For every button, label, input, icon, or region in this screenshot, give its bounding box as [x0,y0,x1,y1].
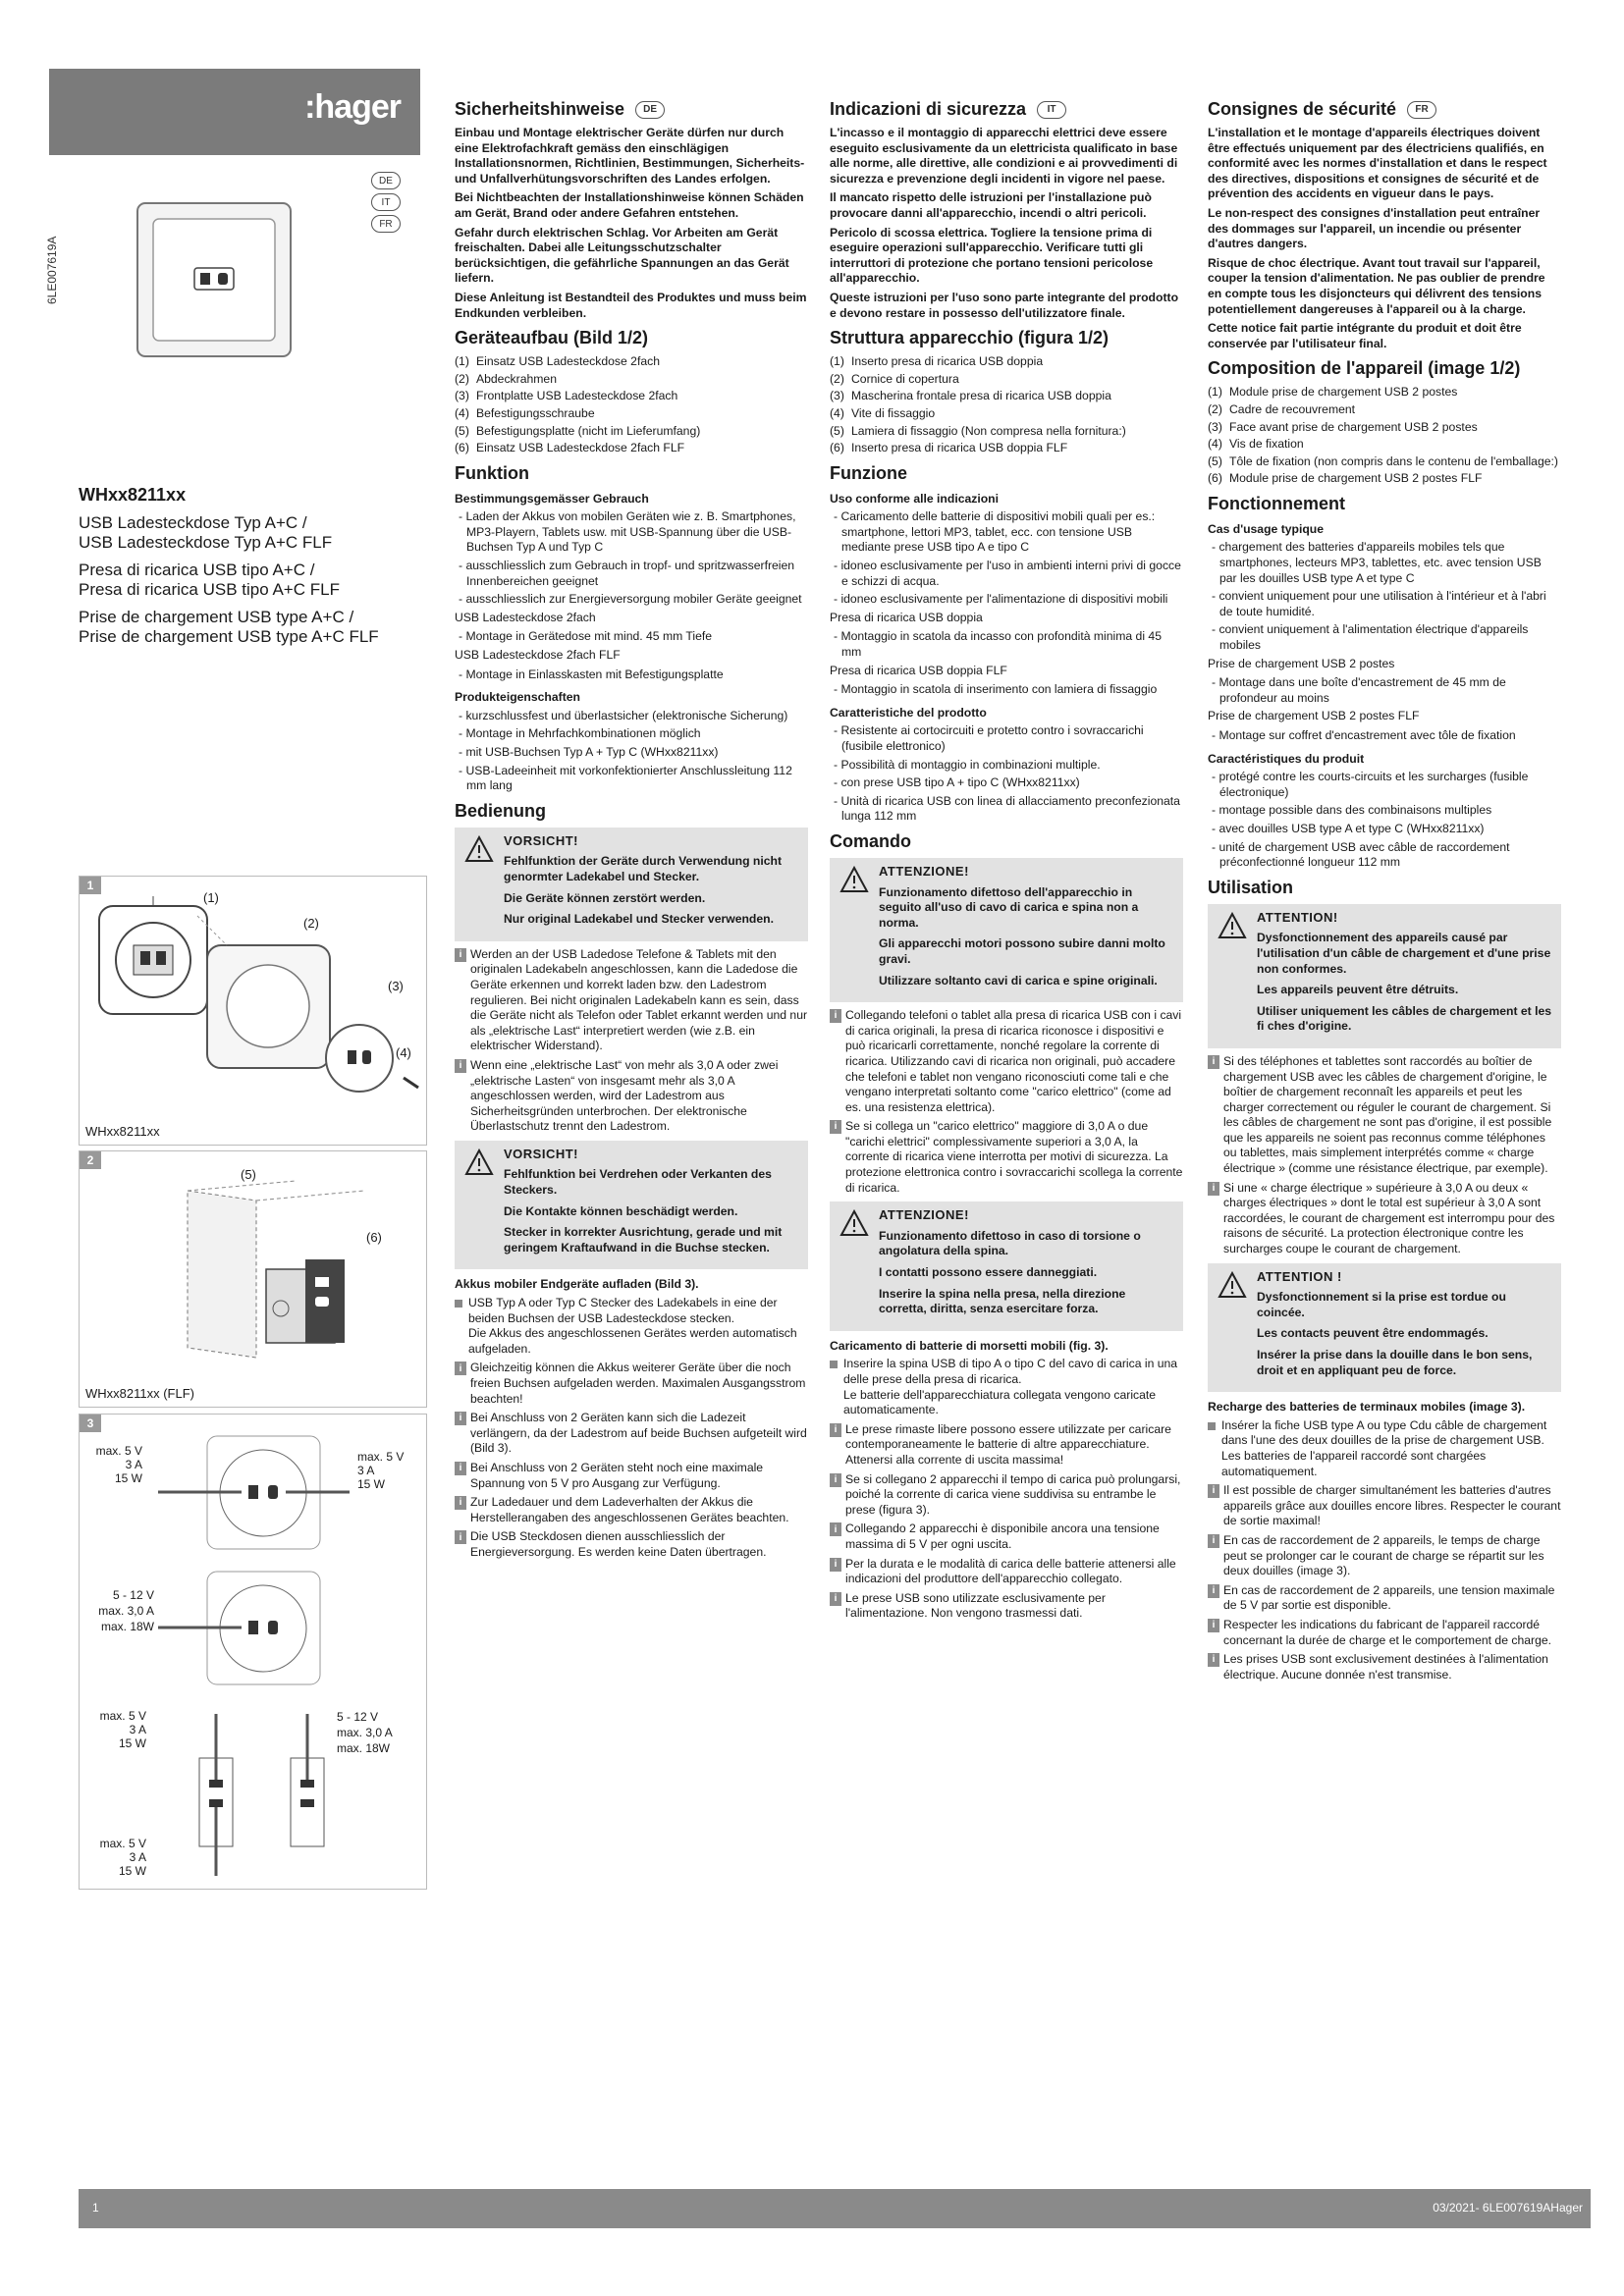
property-item: - protégé contre les courts-circuits et les surcharges (fusible électronique) [1212,770,1529,799]
use-item: - Laden der Akkus von mobilen Geräten wie z. B. Smartphones, MP3-Playern, Tablets usw. mit USB-Spannung über die USB-Buchsen Typ A und Typ C [459,509,796,555]
warning-icon [464,1148,494,1176]
spec-c-left: max. 5 V 3 A 15 W [99,1709,146,1750]
caution-title: ATTENZIONE! [879,863,969,879]
caution-box-2 [455,1141,808,1270]
property-item: - kurzschlussfest und überlastsicher (elektronische Sicherung) [459,708,788,722]
badge-fr: FR [1407,101,1436,119]
warning-icon [839,866,869,893]
charging-result: Die Akkus des angeschlossenen Gerätes werden automatisch aufgeladen. [468,1326,797,1356]
info-note: i Werden an der USB Ladedose Telefone & Tablets mit den originalen Ladekabeln angeschlossen, kann die Ladedose die Geräte erkennen und korrekt laden bzw. den Ladestrom regulieren. Bei nicht originalen Ladekabeln kann es sein, dass die Geräte nicht als Telefon oder Tablet erkannt werden und nur als „elektrische Last“ interpretiert werden (wie z.B. ein elektrischer Widerstand). [455,947,808,1054]
operation-heading: Utilisation [1208,877,1294,897]
caution-text: Die Geräte können zerstört werden. [504,890,706,905]
function-heading: Fonctionnement [1208,493,1345,513]
safety-text-1: L'incasso e il montaggio di apparecchi elettrici deve essere eseguito esclusivamente da un elettricista qualificato in base alle norme, alle direttive, alle condizioni e ai provvedimenti di sicurezza e prevenzione degli incidenti in vigore nel paese. [830,126,1178,186]
property-item: - montage possible dans des combinaisons multiples [1212,803,1492,818]
caution-text: Gli apparecchi motori possono subire danni molto gravi. [879,936,1165,966]
use-item: - ausschliesslich zum Gebrauch in tropf- und spritzwasserfreien Innenbereichen geeignet [459,559,795,588]
warning-icon [464,835,494,863]
mount-detail-1: - Montage dans une boîte d'encastrement de 45 mm de profondeur au moins [1212,675,1506,705]
info-icon: i [830,1592,841,1606]
info-note: i Le prese USB sono utilizzate esclusivamente per l'alimentazione. Non vengono trasmessi dati. [830,1591,1183,1622]
mount-type-2: Prise de chargement USB 2 postes FLF [1208,709,1420,723]
mount-detail-2: - Montage in Einlasskasten mit Befestigungsplatte [459,667,724,681]
info-note: i Gleichzeitig können die Akkus weiterer Geräte über die noch freien Buchsen aufgeladen werden. Maximalen Ausgangsstrom beachten! [455,1361,808,1407]
figure-label: WHxx8211xx (FLF) [85,1386,194,1401]
caution-box-1 [830,858,1183,1002]
figure-number: 2 [80,1151,101,1169]
function-heading: Funktion [455,462,529,483]
caution-text: Dysfonctionnement si la prise est tordue ou coincée. [1257,1290,1506,1319]
charging-heading: Recharge des batteries de terminaux mobiles (image 3). [1208,1400,1526,1415]
spec-c-right: 5 - 12 V max. 3,0 A max. 18W [337,1710,393,1755]
document-code: 6LE007619A [45,236,59,304]
caution-box-2 [830,1201,1183,1331]
info-note: i Wenn eine „elektrische Last“ von mehr als 3,0 A oder zwei „elektrische Lasten“ von insgesamt mehr als 3,0 A angeschlossen werden, wird der Ladestrom aus Sicherheitsgründen unterbrochen. Der elektronische Überlastschutz trennt den Ladestrom. [455,1058,808,1135]
column-it [830,98,1183,1626]
info-icon: i [1208,1534,1219,1548]
callout-1: (1) [203,890,219,905]
footer-doc-ref: 03/2021- 6LE007619AHager [1433,2201,1583,2215]
safety-heading: Consignes de sécurité FR [1208,98,1561,120]
spec-b-left: 5 - 12 V max. 3,0 A max. 18W [98,1588,154,1633]
info-note: i Il est possible de charger simultanément les batteries d'autres appareils grâce aux douilles encore libres. Respecter le courant de sortie maximal! [1208,1483,1561,1529]
mount-detail-1: - Montaggio in scatola da incasso con profondità minima di 45 mm [834,629,1162,660]
charging-step: Inserire la spina USB di tipo A o tipo C del cavo di carica in una delle prese della presa di ricarica. [830,1357,1183,1387]
safety-heading: Sicherheitshinweise DE [455,98,808,120]
safety-text-2: Il mancato rispetto delle istruzioni per l'installazione può provocare danni all'apparecchio, incendi o altri pericoli. [830,190,1152,220]
brand-logo: :hager [304,88,401,126]
info-note: i Le prese rimaste libere possono essere utilizzate per caricare contemporaneamente le batterie di altre apparecchiature. Attenersi alla corrente di uscita massima! [830,1422,1183,1468]
badge-de: DE [371,172,401,189]
product-name-fr: Prise de chargement USB type A+C / [79,608,354,626]
figure-label: WHxx8211xx [85,1124,160,1139]
callout-3: (3) [388,979,404,993]
info-icon: i [830,1522,841,1536]
badge-it: IT [1037,101,1066,119]
info-note: i Collegando telefoni o tablet alla presa di ricarica USB con i cavi di carica originali, la presa di ricarica riconosce i dispositivi e può ricaricarli correttamente, nonché regolare la corrente di ricarica. Utilizzando cavi di ricarica non originali, può accadere che telefoni e tablet non vengano riconosciuti come tali e che vengano interpretati soltanto come "carico elettrico" (come ad es. una resistenza elettrica). [830,1008,1183,1115]
caution-text: Utiliser uniquement les câbles de chargement et les fi ches d'origine. [1257,1003,1552,1034]
caution-box-2 [1208,1263,1561,1393]
mount-type-1: USB Ladesteckdose 2fach [455,610,596,624]
safety-text-2: Bei Nichtbeachten der Installationshinweise können Schäden am Gerät, Brand oder andere Gefahren entstehen. [455,190,804,220]
mount-type-2: USB Ladesteckdose 2fach FLF [455,648,621,663]
safety-text-2: Le non-respect des consignes d'installation peut entraîner des dommages sur l'appareil, un incendie ou présenter d'autres dangers. [1208,205,1541,251]
charging-result: Le batterie dell'apparecchiatura collegata vengono caricate automaticamente. [843,1387,1157,1417]
part-item: (4) Befestigungsschraube [455,405,595,420]
charging-step: Insérer la fiche USB type A ou type Cdu câble de chargement dans l'une des deux douilles de la prise de chargement USB. [1208,1418,1561,1449]
property-item: - con prese USB tipo A + tipo C (WHxx8211xx) [834,775,1080,790]
figure-3 [79,1414,427,1890]
part-item: (5) Befestigungsplatte (nicht im Lieferumfang) [455,423,701,438]
info-note: i Zur Ladedauer und dem Ladeverhalten der Akkus die Herstellerangaben des angeschlossenen Gerätes beachten. [455,1495,808,1525]
safety-text-3: Pericolo di scossa elettrica. Togliere la tensione prima di eseguire operazioni sull'apparecchio. Verificare tutti gli interruttori di protezione che portano tensioni pericolose all'apparecchio. [830,225,1154,286]
caution-text: Funzionamento difettoso in caso di torsione o angolatura della spina. [879,1228,1141,1258]
properties-heading: Caractéristiques du produit [1208,751,1365,766]
property-item: - Possibilità di montaggio in combinazioni multiple. [834,757,1101,772]
info-icon: i [455,1496,466,1510]
info-icon: i [1208,1055,1219,1069]
caution-text: Les contacts peuvent être endommagés. [1257,1326,1489,1341]
badge-fr: FR [371,215,401,233]
mount-detail-2: - Montage sur coffret d'encastrement avec tôle de fixation [1212,728,1516,742]
mount-type-1: Prise de chargement USB 2 postes [1208,656,1395,670]
info-note: i Per la durata e le modalità di carica delle batterie attenersi alle indicazioni del produttore dell'apparecchio collegato. [830,1557,1183,1587]
safety-text-4: Queste istruzioni per l'uso sono parte integrante del prodotto e devono restare in possesso dell'utilizzatore finale. [830,290,1179,320]
callout-2: (2) [303,916,319,931]
info-icon: i [455,1462,466,1475]
caution-text: Dysfonctionnement des appareils causé par l'utilisation d'un câble de chargement et d'une prise non conformes. [1257,931,1551,976]
part-item: (5) Lamiera di fissaggio (Non compresa nella fornitura:) [830,423,1126,438]
structure-heading: Geräteaufbau (Bild 1/2) [455,328,649,348]
part-item: (6) Einsatz USB Ladesteckdose 2fach FLF [455,441,685,455]
flush-box-drawing [80,1161,428,1387]
caution-text: Insérer la prise dans la douille dans le bon sens, droit et en appliquant peu de force. [1257,1348,1533,1377]
info-icon: i [455,1530,466,1544]
page-footer [79,2189,1591,2228]
function-heading: Funzione [830,462,907,483]
exploded-view-drawing [80,886,428,1122]
safety-text-4: Diese Anleitung ist Bestandteil des Produktes und muss beim Endkunden verbleiben. [455,290,807,320]
caution-title: ATTENTION ! [1257,1268,1342,1284]
info-icon: i [830,1009,841,1023]
safety-text-4: Cette notice fait partie intégrante du produit et doit être conservée par l'utilisateur final. [1208,321,1522,350]
column-de [455,98,808,1565]
badge-it: IT [371,193,401,211]
callout-5: (5) [241,1167,256,1182]
property-item: - Montage in Mehrfachkombinationen möglich [459,726,701,741]
caution-text: Funzionamento difettoso dell'apparecchio in seguito all'uso di cavo di carica e spina non a norma. [879,884,1139,930]
column-fr [1208,98,1561,1686]
mount-type-2: Presa di ricarica USB doppia FLF [830,663,1007,677]
part-item: (2) Cadre de recouvrement [1208,401,1356,416]
caution-text: Inserire la spina nella presa, nella direzione corretta, diritta, senza esercitare forza. [879,1286,1126,1316]
caution-text: Les appareils peuvent être détruits. [1257,983,1459,997]
info-icon: i [1208,1619,1219,1632]
property-item: - Resistente ai cortocircuiti e protetto contro i sovraccarichi (fusibile elettronico) [834,723,1144,753]
info-icon: i [1208,1584,1219,1598]
use-item: - chargement des batteries d'appareils mobiles tels que smartphones, lecteurs MP3, tablettes, etc. avec tension USB par les douilles USB type A et type C [1212,540,1542,585]
property-item: - mit USB-Buchsen Typ A + Typ C (WHxx8211xx) [459,745,719,759]
info-icon: i [1208,1182,1219,1196]
figure-2 [79,1150,427,1408]
property-item: - unité de chargement USB avec câble de raccordement préconfectionné longueur 112 mm [1212,839,1510,870]
intended-use-heading: Bestimmungsgemässer Gebrauch [455,491,649,506]
product-name-fr-flf: Prise de chargement USB type A+C FLF [79,627,379,646]
warning-icon [1218,912,1247,939]
caution-text: Nur original Ladekabel und Stecker verwenden. [504,912,774,927]
product-name-de-flf: USB Ladesteckdose Typ A+C FLF [79,533,333,552]
info-note: i Respecter les indications du fabricant de l'appareil raccordé concernant la durée de charge et le comportement de charge. [1208,1618,1561,1648]
caution-text: Die Kontakte können beschädigt werden. [504,1203,738,1218]
info-icon: i [1208,1653,1219,1667]
part-item: (1) Module prise de chargement USB 2 postes [1208,385,1458,400]
part-item: (4) Vite di fissaggio [830,405,936,420]
intended-use-heading: Uso conforme alle indicazioni [830,491,1000,506]
info-icon: i [455,1059,466,1073]
use-item: - convient uniquement pour une utilisation à l'intérieur et à l'abri de toute humidité. [1212,589,1546,618]
figure-1 [79,876,427,1146]
charging-heading: Akkus mobiler Endgeräte aufladen (Bild 3). [455,1277,699,1292]
model-number: WHxx8211xx [79,485,187,505]
part-item: (6) Inserto presa di ricarica USB doppia FLF [830,441,1068,455]
safety-text-3: Gefahr durch elektrischen Schlag. Vor Arbeiten am Gerät freischalten. Dabei alle Leitungsschutzschalter berücksichtigen, die gefährliche Spannungen an das Gerät liefern. [455,225,789,286]
use-item: - idoneo esclusivamente per l'uso in ambienti interni privi di gocce e schizzi di acqua. [834,559,1181,588]
safety-text-1: Einbau und Montage elektrischer Geräte dürfen nur durch eine Elektrofachkraft gemäss den einschlägigen Installationsnormen, Richtlinien, Bestimmungen, Sicherheits- und Unfallverhütungsvorschriften des Landes erfolgen. [455,126,805,186]
safety-heading: Indicazioni di sicurezza IT [830,98,1183,120]
caution-title: VORSICHT! [504,1146,578,1161]
caution-text: Fehlfunktion bei Verdrehen oder Verkanten des Steckers. [504,1167,772,1198]
info-note: i Si une « charge électrique » supérieure à 3,0 A ou deux « charges électriques » dont le total est supérieur à 3,0 A sont raccordées, le courant de chargement est interrompu pour des raisons de sécurité. La protection électronique contre les surcharges coupe le courant de chargement. [1208,1181,1561,1257]
info-icon: i [1208,1484,1219,1498]
property-item: - Unità di ricarica USB con linea di allacciamento preconfezionata lunga 112 mm [834,793,1180,824]
part-item: (2) Cornice di copertura [830,371,959,386]
info-icon: i [830,1473,841,1487]
safety-text-3: Risque de choc électrique. Avant tout travail sur l'appareil, couper la tension d'alimentation. Ne pas oublier de prendre en compte tous les disjoncteurs qui délivrent des tensions potentiellement dangereuses à l'appareil ou à la charge. [1208,255,1545,316]
use-item: - Caricamento delle batterie di dispositivi mobili quali per es.: smartphone, lettori MP3, tablet, ecc. con tensione USB mediante prese USB tipo A e tipo C [834,509,1156,555]
bullet-square-icon [455,1300,462,1308]
structure-heading: Composition de l'appareil (image 1/2) [1208,358,1521,379]
part-item: (3) Face avant prise de chargement USB 2 postes [1208,419,1478,434]
caution-text: I contatti possono essere danneggiati. [879,1265,1098,1280]
part-item: (3) Frontplatte USB Ladesteckdose 2fach [455,389,678,403]
warning-icon [839,1209,869,1237]
part-item: (1) Einsatz USB Ladesteckdose 2fach [455,354,660,369]
info-note: i En cas de raccordement de 2 appareils, le temps de charge peut se prolonger car le courant de charge se répartit sur les deux douilles (image 3). [1208,1533,1561,1579]
charging-result: Les batteries de l'appareil raccordé sont chargées automatiquement. [1221,1448,1487,1478]
spec-a-left: max. 5 V 3 A 15 W [95,1444,142,1485]
language-badges [371,172,401,233]
info-note: i Se si collega un "carico elettrico" maggiore di 3,0 A o due "carichi elettrici" complessivamente superiori a 3,0 A, la corrente di ricarica viene interrotta per motivi di sicurezza. La protezione elettronica contro i sovraccarichi scollega la corrente di ricarica. [830,1119,1183,1196]
info-note: i Si des téléphones et tablettes sont raccordés au boîtier de chargement USB avec les câbles de chargement d'origine, le boîtier de chargement reconnaît les appareils et peut les charger correctement ou réguler le courant de chargement. Si les câbles de chargement ne sont pas d'origine, il est possible que les appareils ne soient pas reconnus comme téléphones ou tablettes, mais simplement interprétés comme « charge électrique » (comme une résistance électrique, par exemple). [1208,1054,1561,1177]
product-name-it-flf: Presa di ricarica USB tipo A+C FLF [79,580,340,599]
spec-d-left: max. 5 V 3 A 15 W [99,1837,146,1878]
part-item: (3) Mascherina frontale presa di ricarica USB doppia [830,389,1111,403]
use-item: - idoneo esclusivamente per l'alimentazione di dispositivi mobili [834,592,1168,607]
info-icon: i [830,1558,841,1572]
mount-detail-1: - Montage in Gerätedose mit mind. 45 mm Tiefe [459,629,713,644]
info-note: i Die USB Steckdosen dienen ausschliesslich der Energieversorgung. Es werden keine Daten übertragen. [455,1529,808,1560]
charging-heading: Caricamento di batterie di morsetti mobili (fig. 3). [830,1338,1109,1353]
properties-heading: Produkteigenschaften [455,690,580,705]
caution-title: ATTENZIONE! [879,1207,969,1223]
part-item: (1) Inserto presa di ricarica USB doppia [830,354,1044,369]
caution-box-1 [1208,904,1561,1048]
product-title-block [79,485,412,647]
caution-title: ATTENTION! [1257,909,1338,925]
mount-type-1: Presa di ricarica USB doppia [830,610,983,624]
caution-text: Utilizzare soltanto cavi di carica e spine originali. [879,973,1158,988]
callout-6: (6) [366,1230,382,1245]
charging-step: USB Typ A oder Typ C Stecker des Ladekabels in eine der beiden Buchsen der USB Ladesteckdose stecken. [455,1296,808,1326]
property-item: - USB-Ladeeinheit mit vorkonfektionierter Anschlussleitung 112 mm lang [459,763,792,793]
info-note: i Bei Anschluss von 2 Geräten steht noch eine maximale Spannung von 5 V pro Ausgang zur Verfügung. [455,1461,808,1491]
warning-icon [1218,1271,1247,1299]
info-icon: i [455,1412,466,1425]
info-icon: i [830,1423,841,1437]
caution-box-1 [455,828,808,941]
mount-detail-2: - Montaggio in scatola di inserimento con lamiera di fissaggio [834,682,1158,697]
part-item: (6) Module prise de chargement USB 2 postes FLF [1208,471,1483,486]
badge-de: DE [635,101,665,119]
info-icon: i [830,1120,841,1134]
properties-heading: Caratteristiche del prodotto [830,705,987,720]
safety-text-1: L'installation et le montage d'appareils électriques doivent être effectués uniquement par des électriciens qualifiés, en conformité avec les normes d'installation et dans le respect des directives, dispositions et consignes de sécurité et de prévention des accidents en vigueur dans le pays. [1208,126,1547,201]
operation-heading: Comando [830,830,911,851]
part-item: (2) Abdeckrahmen [455,371,557,386]
caution-text: Stecker in korrekter Ausrichtung, gerade und mit geringem Kraftaufwand in die Buchse stecken. [504,1225,783,1255]
info-note: i Collegando 2 apparecchi è disponibile ancora una tensione massima di 5 V per ogni uscita. [830,1522,1183,1552]
intended-use-heading: Cas d'usage typique [1208,521,1325,536]
figure-number: 3 [80,1415,101,1432]
property-item: - avec douilles USB type A et type C (WHxx8211xx) [1212,821,1485,835]
bullet-square-icon [1208,1422,1216,1430]
product-name-de: USB Ladesteckdose Typ A+C / [79,513,307,532]
bullet-square-icon [830,1361,838,1368]
use-item: - convient uniquement à l'alimentation électrique d'appareils mobiles [1212,622,1529,653]
part-item: (5) Tôle de fixation (non compris dans le contenu de l'emballage:) [1208,454,1558,468]
callout-4: (4) [396,1045,411,1060]
product-name-it: Presa di ricarica USB tipo A+C / [79,561,315,579]
product-image [135,201,293,358]
info-note: i Les prises USB sont exclusivement destinées à l'alimentation électrique. Aucune donnée n'est transmise. [1208,1652,1561,1682]
operation-heading: Bedienung [455,800,546,821]
info-icon: i [455,948,466,962]
use-item: - ausschliesslich zur Energieversorgung mobiler Geräte geeignet [459,592,802,607]
figure-number: 1 [80,877,101,894]
info-note: i En cas de raccordement de 2 appareils, une tension maximale de 5 V par sortie est disponible. [1208,1583,1561,1614]
spec-a-right: max. 5 V 3 A 15 W [357,1450,405,1491]
page-number: 1 [92,2201,99,2215]
part-item: (4) Vis de fixation [1208,437,1304,452]
structure-heading: Struttura apparecchio (figura 1/2) [830,328,1110,348]
caution-text: Fehlfunktion der Geräte durch Verwendung nicht genormter Ladekabel und Stecker. [504,854,783,883]
info-note: i Bei Anschluss von 2 Geräten kann sich die Ladezeit verlängern, da der Ladestrom auf beide Buchsen aufgeteilt wird (Bild 3). [455,1411,808,1457]
info-icon: i [455,1362,466,1375]
info-note: i Se si collegano 2 apparecchi il tempo di carica può prolungarsi, poiché la corrente di carica viene suddivisa su entrambe le prese (figura 3). [830,1472,1183,1519]
caution-title: VORSICHT! [504,832,578,848]
brand-band [49,69,420,155]
